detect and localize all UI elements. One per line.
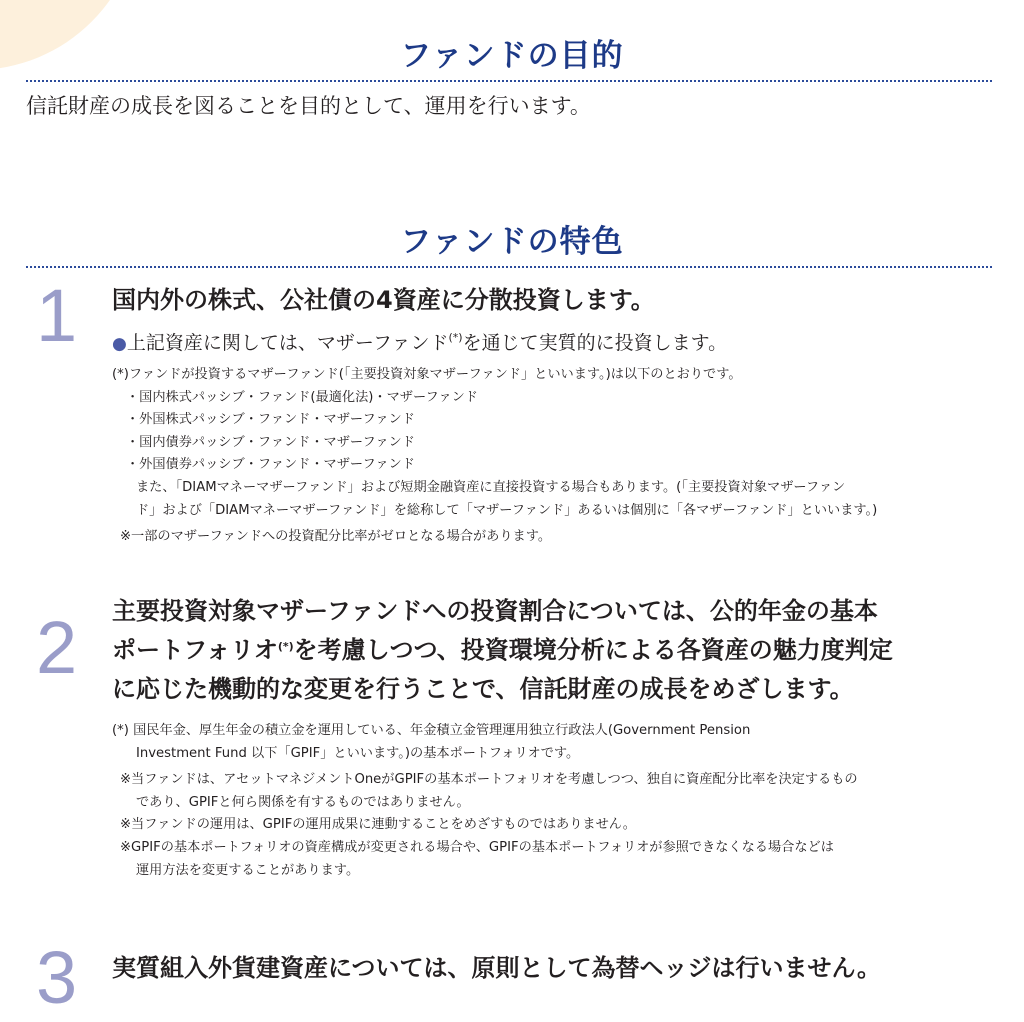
feature-1-number: 1 xyxy=(36,274,78,357)
note-line: ・外国債券パッシブ・ファンド・マザーファンド xyxy=(126,457,415,473)
purpose-heading: ファンドの目的 xyxy=(400,38,624,74)
purpose-text: 信託財産の成長を図ることを目的として、運用を行います。 xyxy=(26,94,591,118)
note-line: ※当ファンドは、アセットマネジメントOneがGPIFの基本ポートフォリオを考慮しつつ、独自に資産配分比率を決定するもの xyxy=(120,772,858,788)
note-line: Investment Fund 以下「GPIF」といいます。)の基本ポートフォリオです。 xyxy=(136,745,580,761)
feature-2-notes xyxy=(112,720,858,882)
features-divider xyxy=(26,266,992,268)
note-line: ※当ファンドの運用は、GPIFの運用成果に連動することをめざすものではありません。 xyxy=(120,817,636,833)
footnote-marker: (*) xyxy=(448,331,463,344)
note-line: 運用方法を変更することがあります。 xyxy=(136,862,360,878)
footnote-marker: (*) xyxy=(277,640,294,653)
note-line: ※一部のマザーファンドへの投資配分比率がゼロとなる場合があります。 xyxy=(120,529,552,545)
feature-1-subpoint xyxy=(112,330,727,357)
feature-2-number: 2 xyxy=(36,606,78,689)
note-line: ド」および「DIAMマネーマザーファンド」を総称して「マザーファンド」あるいは個別に「各マザーファンド」といいます。) xyxy=(136,502,878,518)
note-line: ・国内株式パッシブ・ファンド(最適化法)・マザーファンド xyxy=(126,389,478,405)
feature-1-sub-text-after: を通じて実質的に投資します。 xyxy=(462,332,728,354)
feature-1-notes xyxy=(112,364,877,549)
feature-2-title-line: を考慮しつつ、投資環境分析による各資産の魅力度判定 xyxy=(293,636,893,664)
feature-2-title xyxy=(112,592,893,709)
note-line: (*) 国民年金、厚生年金の積立金を運用している、年金積立金管理運用独立行政法人(Government Pension xyxy=(112,723,751,738)
feature-3-number: 3 xyxy=(36,936,78,1019)
bullet-icon: ● xyxy=(112,334,127,354)
feature-1-sub-text: 上記資産に関しては、マザーファンド xyxy=(126,332,449,354)
note-line: ・国内債券パッシブ・ファンド・マザーファンド xyxy=(126,434,415,450)
purpose-divider xyxy=(26,80,992,82)
feature-2-title-line: ポートフォリオ xyxy=(112,636,278,664)
note-line: また、「DIAMマネーマザーファンド」および短期金融資産に直接投資する場合もあります。(「主要投資対象マザーファン xyxy=(136,479,846,495)
feature-2-title-line: に応じた機動的な変更を行うことで、信託財産の成長をめざします。 xyxy=(112,675,854,703)
feature-2-title-line: 主要投資対象マザーファンドへの投資割合については、公的年金の基本 xyxy=(112,597,878,625)
feature-3-title: 実質組入外貨建資産については、原則として為替ヘッジは行いません。 xyxy=(112,954,881,982)
features-heading: ファンドの特色 xyxy=(400,224,624,260)
note-line: ※GPIFの基本ポートフォリオの資産構成が変更される場合や、GPIFの基本ポートフォリオが参照できなくなる場合などは xyxy=(120,839,834,855)
note-line: ・外国株式パッシブ・ファンド・マザーファンド xyxy=(126,412,415,428)
feature-1-title: 国内外の株式、公社債の4資産に分散投資します。 xyxy=(112,286,655,314)
note-line: (*)ファンドが投資するマザーファンド(「主要投資対象マザーファンド」といいます。)は以下のとおりです。 xyxy=(112,367,742,382)
note-line: であり、GPIFと何ら関係を有するものではありません。 xyxy=(136,794,470,810)
